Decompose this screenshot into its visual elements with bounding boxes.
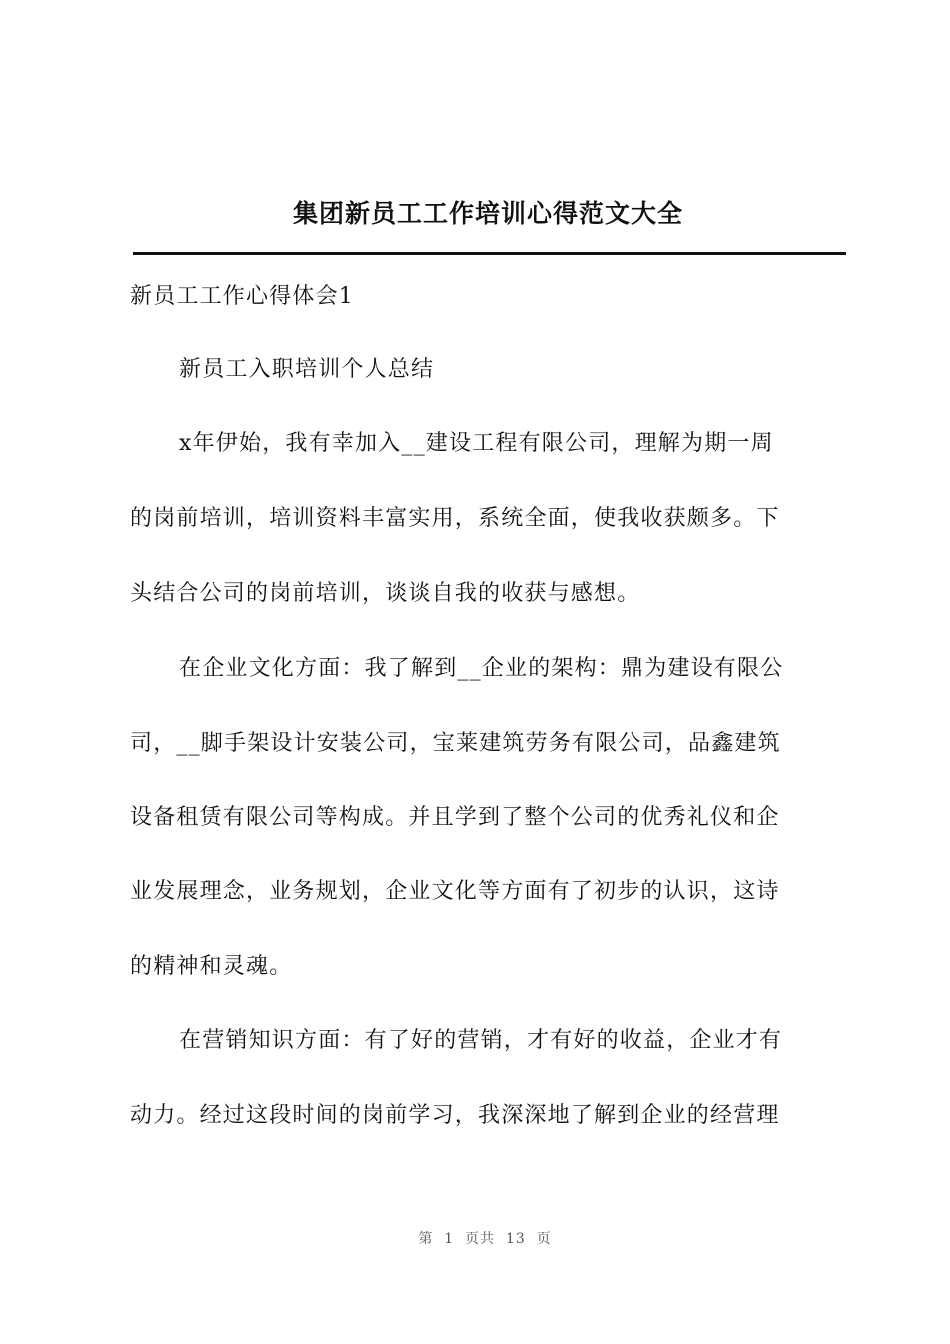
paragraph-line: 业发展理念，业务规划，企业文化等方面有了初步的认识，这诗 [130,879,780,904]
paragraph-line: 设备租赁有限公司等构成。并且学到了整个公司的优秀礼仪和企 [130,805,780,830]
title-underline [133,252,846,255]
paragraph-line: 头结合公司的岗前培训，谈谈自我的收获与感想。 [130,581,641,606]
document-title: 集团新员工工作培训心得范文大全 [292,199,683,228]
paragraph-line: 在企业文化方面：我了解到__企业的架构：鼎为建设有限公 [179,656,784,681]
paragraph-line: 动力。经过这段时间的岗前学习，我深深地了解到企业的经营理 [130,1103,780,1128]
page-footer: 第 1 页共 13 页 [418,1231,552,1247]
paragraph-line: 的岗前培训，培训资料丰富实用，系统全面，使我收获颇多。下 [130,506,780,531]
paragraph-line: 司，__脚手架设计安装公司，宝莱建筑劳务有限公司，品鑫建筑 [130,731,781,756]
paragraph-line: 在营销知识方面：有了好的营销，才有好的收益，企业才有 [179,1028,783,1053]
subheading: 新员工入职培训个人总结 [179,357,435,382]
paragraph-line: 的精神和灵魂。 [130,954,293,979]
section-heading: 新员工工作心得体会1 [130,284,354,309]
paragraph-line: x年伊始，我有幸加入__建设工程有限公司，理解为期一周 [179,431,774,456]
